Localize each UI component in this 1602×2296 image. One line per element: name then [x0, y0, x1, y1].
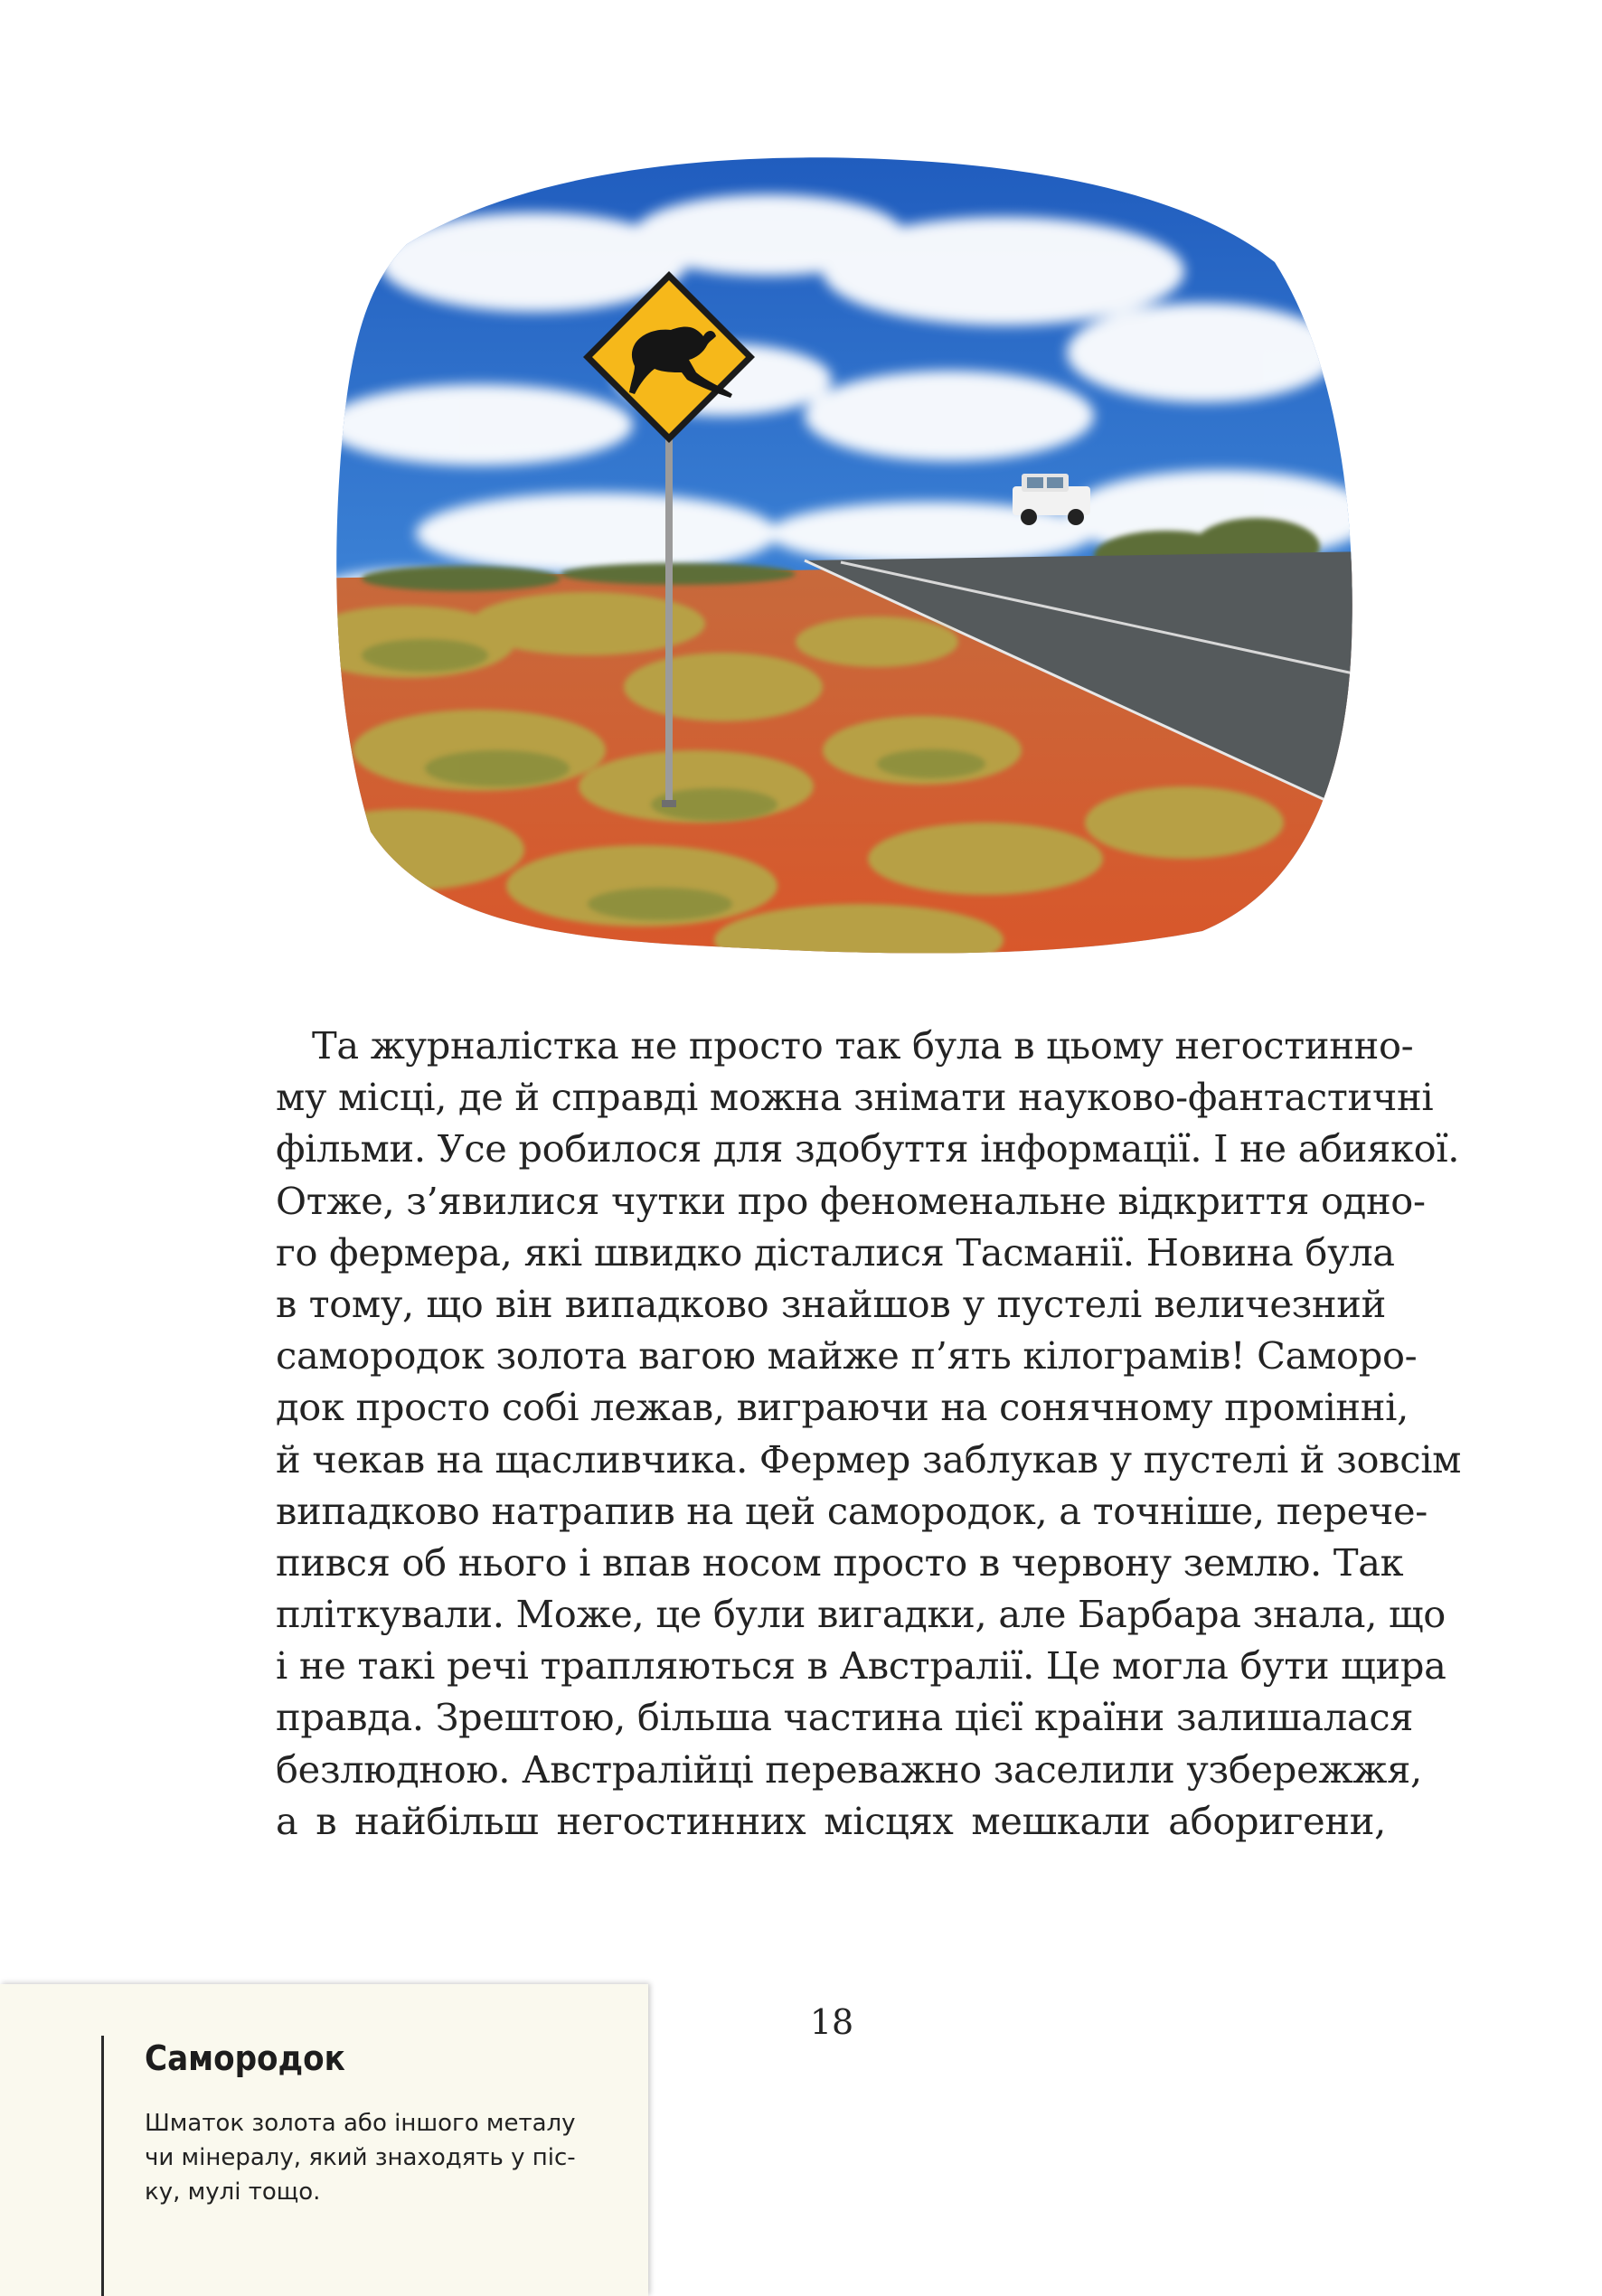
body-line: а в найбільш негостинних місцях мешкали аборигени, [276, 1798, 1386, 1843]
body-line: і не такі речі трапляються в Австралії. Це могла бути щира [276, 1643, 1447, 1689]
body-line: правда. Зрештою, більша частина цієї країни залишалася [276, 1695, 1414, 1740]
glossary-definition-line: ку, мулі тощо. [145, 2178, 321, 2206]
body-line: в тому, що він випадково знайшов у пустелі величезний [276, 1281, 1386, 1326]
body-line: Та журналістка не просто так була в цьому негостинно- [312, 1023, 1414, 1068]
body-line: пліткували. Може, це були вигадки, але Барбара знала, що [276, 1592, 1446, 1637]
glossary-definition-line: Шматок золота або іншого металу [145, 2110, 576, 2137]
glossary-definition [145, 2106, 576, 2209]
page-number: 18 [809, 2002, 854, 2042]
body-line: фільми. Усе робилося для здобуття інформації. І не абиякої. [276, 1126, 1460, 1172]
body-line: пився об нього і впав носом просто в червону землю. Так [276, 1539, 1404, 1585]
glossary-term: Самородок [145, 2038, 345, 2078]
outback-road-illustration [298, 136, 1374, 976]
body-line: му місці, де й справді можна знімати науково-фантастичні [276, 1075, 1434, 1120]
body-line: й чекав на щасливчика. Фермер заблукав у пустелі й зовсім [276, 1436, 1462, 1482]
body-line: самородок золота вагою майже п’ять кілограмів! Саморо- [276, 1333, 1418, 1379]
body-text [276, 1020, 1462, 1847]
body-line: док просто собі лежав, виграючи на сонячному промінні, [276, 1385, 1409, 1430]
glossary-divider [101, 2036, 104, 2296]
glossary-box [0, 1984, 648, 2296]
body-line: безлюдною. Австралійці переважно заселили узбережжя, [276, 1746, 1422, 1792]
body-line: випадково натрапив на цей самородок, а точніше, перече- [276, 1488, 1428, 1533]
body-line: Отже, з’явилися чутки про феноменальне відкриття одно- [276, 1178, 1426, 1223]
glossary-definition-line: чи мінералу, який знаходять у піс- [145, 2144, 576, 2171]
body-line: го фермера, які швидко дісталися Тасманії. Новина була [276, 1229, 1395, 1275]
